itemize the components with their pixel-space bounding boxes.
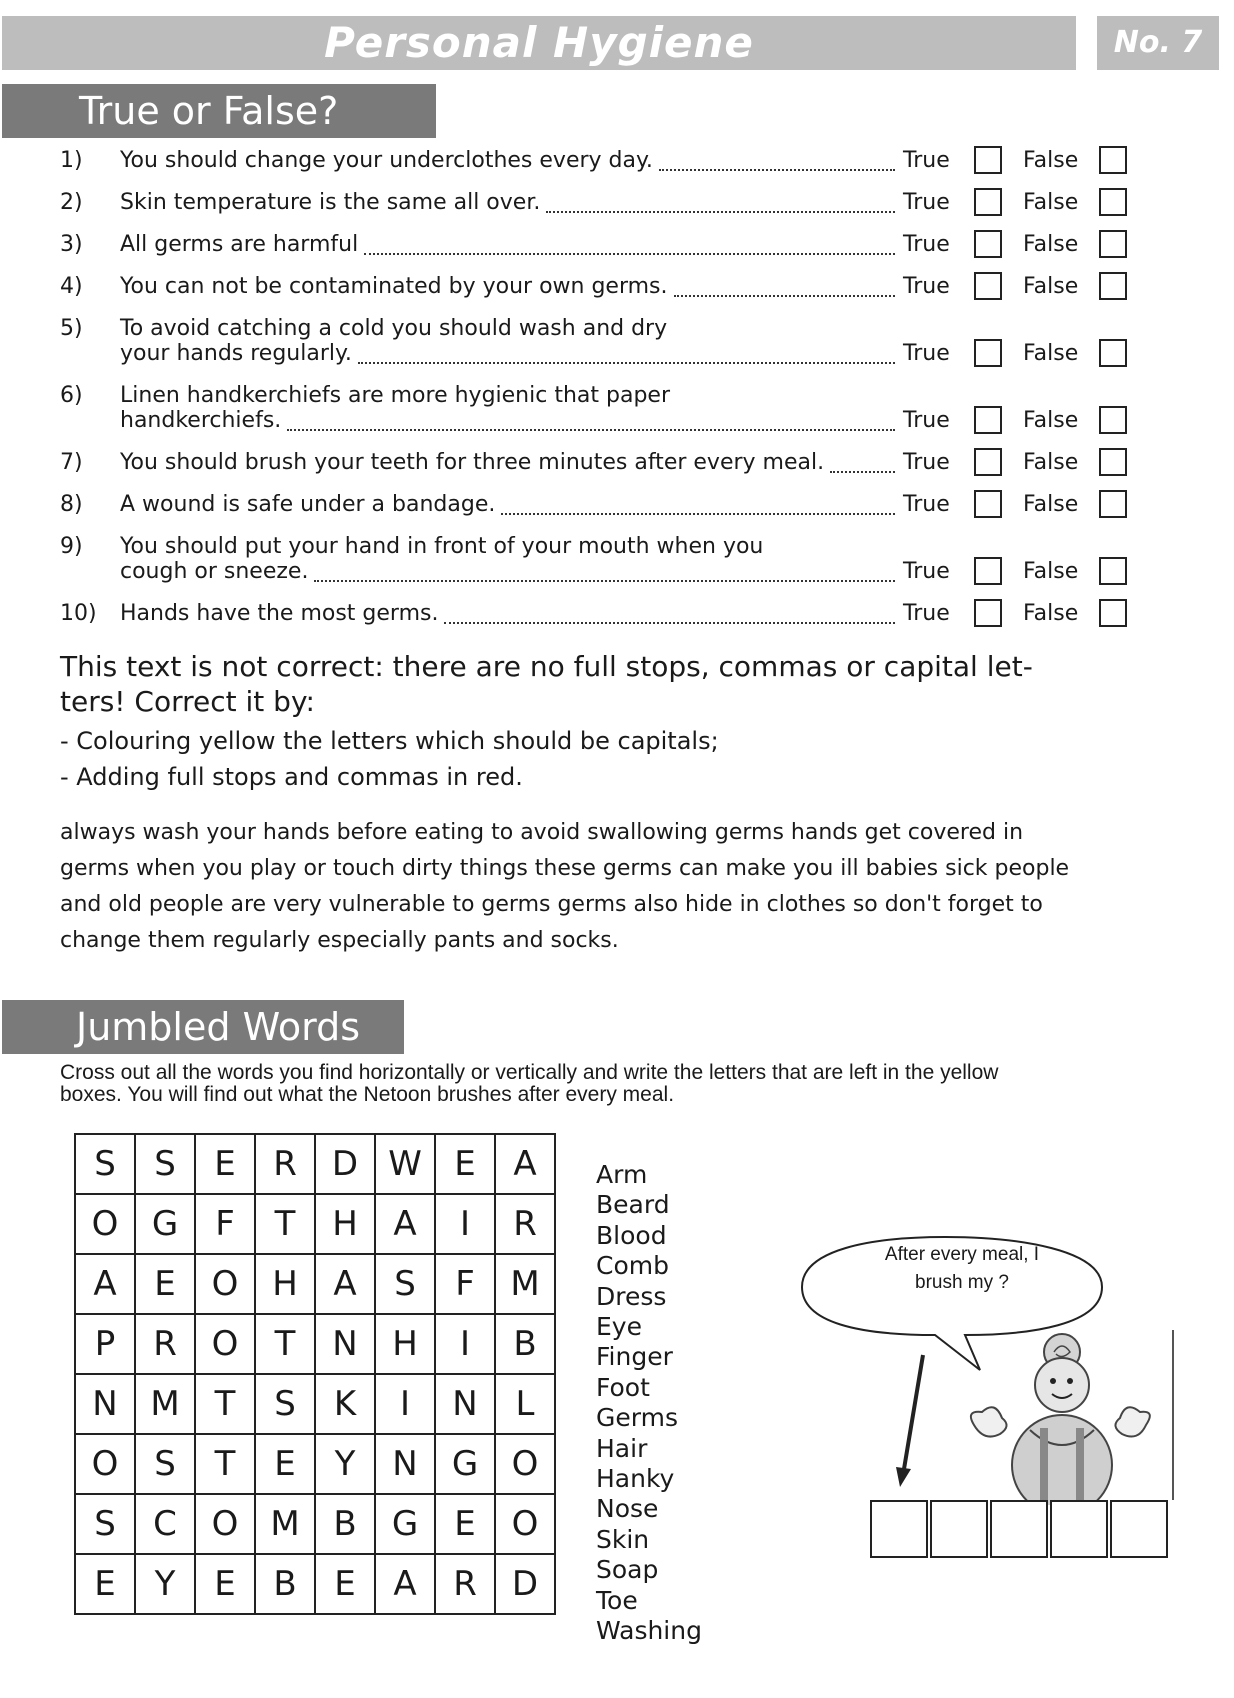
paragraph-line: and old people are very vulnerable to germs germs also hide in clothes so don't forget to [60,892,1043,917]
question-number: 7) [60,450,83,475]
grid-letter-cell[interactable]: E [135,1254,195,1314]
grid-letter-cell[interactable]: D [315,1134,375,1194]
grid-letter-cell[interactable]: B [315,1494,375,1554]
question-number: 4) [60,274,83,299]
word-list [596,1160,702,1647]
grid-letter-cell[interactable]: A [375,1554,435,1614]
grid-letter-cell[interactable]: N [75,1374,135,1434]
grid-letter-cell[interactable]: A [315,1254,375,1314]
grid-letter-cell[interactable]: I [435,1194,495,1254]
true-label: True [903,232,950,257]
word-list-item: Arm [596,1160,648,1189]
grid-letter-cell[interactable]: A [75,1254,135,1314]
dotted-leader [674,295,895,297]
grid-letter-cell[interactable]: T [195,1434,255,1494]
true-label: True [903,274,950,299]
grid-letter-cell[interactable]: F [435,1254,495,1314]
grid-letter-cell[interactable]: G [135,1194,195,1254]
word-list-item: Washing [596,1616,702,1646]
jumbled-heading-bar [2,1000,404,1054]
true-label: True [903,341,950,366]
question-text: You should change your underclothes every day. [120,148,653,173]
true-label: True [903,408,950,433]
true-label: True [903,450,950,475]
grid-letter-cell[interactable]: O [75,1194,135,1254]
question-text: To avoid catching a cold you should wash and dry [120,316,668,341]
grid-letter-cell[interactable]: A [375,1194,435,1254]
grid-letter-cell[interactable]: T [255,1194,315,1254]
grid-letter-cell[interactable]: H [375,1314,435,1374]
grid-letter-cell[interactable]: R [495,1194,555,1254]
grid-letter-cell[interactable]: O [495,1434,555,1494]
false-checkbox[interactable] [1099,146,1127,174]
question-text: All germs are harmful [120,232,359,257]
grid-letter-cell[interactable]: R [135,1314,195,1374]
grid-letter-cell[interactable]: W [375,1134,435,1194]
grid-letter-cell[interactable]: E [255,1434,315,1494]
grid-row [75,1494,555,1554]
grid-letter-cell[interactable]: G [435,1434,495,1494]
word-list-item: Hanky [596,1464,675,1494]
grid-row [75,1254,555,1314]
question-text: A wound is safe under a bandage. [120,492,496,517]
true-checkbox[interactable] [974,406,1002,434]
false-label: False [1023,492,1079,517]
word-list-item: Foot [596,1372,650,1402]
grid-letter-cell[interactable]: R [255,1134,315,1194]
false-checkbox[interactable] [1099,188,1127,216]
false-label: False [1023,274,1079,299]
true-checkbox[interactable] [974,230,1002,258]
question-text-continued: cough or sneeze. [120,559,309,584]
grid-letter-cell[interactable]: H [315,1194,375,1254]
arrow-head-icon [896,1467,911,1487]
false-label: False [1023,190,1079,215]
false-checkbox[interactable] [1099,406,1127,434]
question-number: 3) [60,232,83,257]
grid-row [75,1554,555,1614]
dotted-leader [830,471,895,473]
true-label: True [903,190,950,215]
grid-letter-cell[interactable]: O [75,1434,135,1494]
false-label: False [1023,601,1079,626]
grid-letter-cell[interactable]: P [75,1314,135,1374]
true-checkbox[interactable] [974,188,1002,216]
grid-row [75,1134,555,1194]
correction-instructions [60,649,1220,719]
bullet-add-red: - Adding full stops and commas in red. [60,763,523,791]
grid-letter-cell[interactable]: E [435,1134,495,1194]
dotted-leader [546,211,895,213]
grid-letter-cell[interactable]: Y [315,1434,375,1494]
grid-row [75,1374,555,1434]
word-list-item: Skin [596,1524,650,1554]
true-false-heading-bar [2,84,436,138]
true-checkbox[interactable] [974,146,1002,174]
grid-letter-cell[interactable]: M [255,1494,315,1554]
word-list-item: Beard [596,1190,670,1220]
grid-letter-cell[interactable]: S [135,1134,195,1194]
grid-letter-cell[interactable]: B [255,1554,315,1614]
false-checkbox[interactable] [1099,448,1127,476]
true-checkbox[interactable] [974,599,1002,627]
grid-letter-cell[interactable]: B [495,1314,555,1374]
question-text: You should put your hand in front of your mouth when you [120,534,764,559]
grid-letter-cell[interactable]: T [255,1314,315,1374]
grid-letter-cell[interactable]: E [315,1554,375,1614]
grid-letter-cell[interactable]: E [195,1134,255,1194]
question-text: Hands have the most germs. [120,601,439,626]
worksheet-number: No. 7 [1113,25,1203,60]
dotted-leader [358,362,895,364]
question-number: 8) [60,492,83,517]
question-number: 10) [60,601,97,626]
grid-letter-cell[interactable]: S [75,1494,135,1554]
true-checkbox[interactable] [974,448,1002,476]
word-list-item: Eye [596,1312,642,1342]
instruction-line: ters! Correct it by: [60,685,315,718]
paragraph-line: always wash your hands before eating to avoid swallowing germs hands get covered in [60,820,1024,845]
grid-letter-cell[interactable]: S [135,1434,195,1494]
worksheet-number-box [1097,16,1219,70]
grid-row [75,1314,555,1374]
grid-letter-cell[interactable]: I [435,1314,495,1374]
grid-letter-cell[interactable]: S [255,1374,315,1434]
false-label: False [1023,408,1079,433]
question-text: Linen handkerchiefs are more hygienic that paper [120,383,670,408]
question-text-continued: your hands regularly. [120,341,352,366]
grid-letter-cell[interactable]: O [195,1254,255,1314]
word-list-item: Soap [596,1555,659,1585]
true-checkbox[interactable] [974,557,1002,585]
answer-letter-box[interactable] [930,1500,988,1558]
word-list-item: Germs [596,1403,678,1433]
instruction-line: This text is not correct: there are no full stops, commas or capital let- [60,650,1033,683]
page-title: Personal Hygiene [324,18,754,67]
true-label: True [903,601,950,626]
question-number: 6) [60,383,83,408]
speech-bubble-text [812,1241,1112,1297]
grid-letter-cell[interactable]: A [495,1134,555,1194]
question-text-continued: handkerchiefs. [120,408,282,433]
divider-line [1172,1330,1174,1500]
bubble-line: After every meal, I [884,1244,1040,1265]
answer-letter-box[interactable] [1050,1500,1108,1558]
grid-letter-cell[interactable]: N [435,1374,495,1434]
dotted-leader [501,513,895,515]
grid-letter-cell[interactable]: N [375,1434,435,1494]
grid-letter-cell[interactable]: M [495,1254,555,1314]
question-number: 5) [60,316,83,341]
grid-letter-cell[interactable]: C [135,1494,195,1554]
question-number: 9) [60,534,83,559]
question-text: You can not be contaminated by your own germs. [120,274,668,299]
false-label: False [1023,148,1079,173]
grid-letter-cell[interactable]: O [195,1494,255,1554]
grid-letter-cell[interactable]: L [495,1374,555,1434]
bubble-line: brush my ? [915,1272,1009,1293]
question-number: 2) [60,190,83,215]
jumbled-heading: Jumbled Words [76,1005,361,1049]
true-label: True [903,148,950,173]
answer-boxes [870,1500,1168,1558]
grid-letter-cell[interactable]: S [375,1254,435,1314]
dotted-leader [659,169,895,171]
grid-letter-cell[interactable]: D [495,1554,555,1614]
grid-letter-cell[interactable]: R [435,1554,495,1614]
netoon-character-icon [960,1330,1160,1505]
grid-letter-cell[interactable]: E [195,1554,255,1614]
answer-letter-box[interactable] [990,1500,1048,1558]
bullet-colour-yellow: - Colouring yellow the letters which should be capitals; [60,727,719,755]
word-list-item: Hair [596,1433,648,1463]
word-list-item: Blood [596,1220,667,1250]
arrow-line [903,1355,923,1475]
jumbled-instructions [60,1062,1230,1106]
question-number: 1) [60,148,83,173]
word-list-item: Toe [596,1585,638,1615]
question-text: Skin temperature is the same all over. [120,190,541,215]
word-search-grid [74,1133,556,1615]
false-label: False [1023,559,1079,584]
instruction-line: Cross out all the words you find horizontally or vertically and write the letters that are left in the yellow [60,1061,999,1084]
true-label: True [903,559,950,584]
false-label: False [1023,341,1079,366]
false-label: False [1023,450,1079,475]
grid-row [75,1434,555,1494]
title-bar [2,16,1076,70]
answer-letter-box[interactable] [870,1500,928,1558]
question-text: You should brush your teeth for three minutes after every meal. [120,450,825,475]
paragraph-line: germs when you play or touch dirty things these germs can make you ill babies sick people [60,856,1070,881]
dotted-leader [444,622,895,624]
grid-letter-cell[interactable]: F [195,1194,255,1254]
grid-letter-cell[interactable]: K [315,1374,375,1434]
grid-letter-cell[interactable]: E [435,1494,495,1554]
dotted-leader [287,429,895,431]
false-checkbox[interactable] [1099,490,1127,518]
true-false-heading: True or False? [79,89,339,133]
false-checkbox[interactable] [1099,599,1127,627]
uncorrected-paragraph [60,815,1230,959]
grid-letter-cell[interactable]: I [375,1374,435,1434]
grid-letter-cell[interactable]: Y [135,1554,195,1614]
paragraph-line: change them regularly especially pants and socks. [60,928,619,953]
true-label: True [903,492,950,517]
true-checkbox[interactable] [974,490,1002,518]
false-checkbox[interactable] [1099,339,1127,367]
grid-letter-cell[interactable]: G [375,1494,435,1554]
grid-letter-cell[interactable]: E [75,1554,135,1614]
word-list-item: Dress [596,1281,667,1311]
false-checkbox[interactable] [1099,230,1127,258]
word-list-item: Comb [596,1251,669,1281]
true-checkbox[interactable] [974,339,1002,367]
word-list-item: Nose [596,1494,659,1524]
answer-letter-box[interactable] [1110,1500,1168,1558]
false-checkbox[interactable] [1099,557,1127,585]
dotted-leader [314,580,895,582]
false-label: False [1023,232,1079,257]
grid-letter-cell[interactable]: H [255,1254,315,1314]
grid-letter-cell[interactable]: N [315,1314,375,1374]
instruction-line: boxes. You will find out what the Netoon brushes after every meal. [60,1083,675,1106]
false-checkbox[interactable] [1099,272,1127,300]
correction-bullets [60,723,719,795]
grid-letter-cell[interactable]: T [195,1374,255,1434]
grid-letter-cell[interactable]: O [195,1314,255,1374]
dotted-leader [364,253,895,255]
grid-row [75,1194,555,1254]
grid-letter-cell[interactable]: S [75,1134,135,1194]
true-checkbox[interactable] [974,272,1002,300]
grid-letter-cell[interactable]: M [135,1374,195,1434]
grid-letter-cell[interactable]: O [495,1494,555,1554]
word-list-item: Finger [596,1342,673,1372]
